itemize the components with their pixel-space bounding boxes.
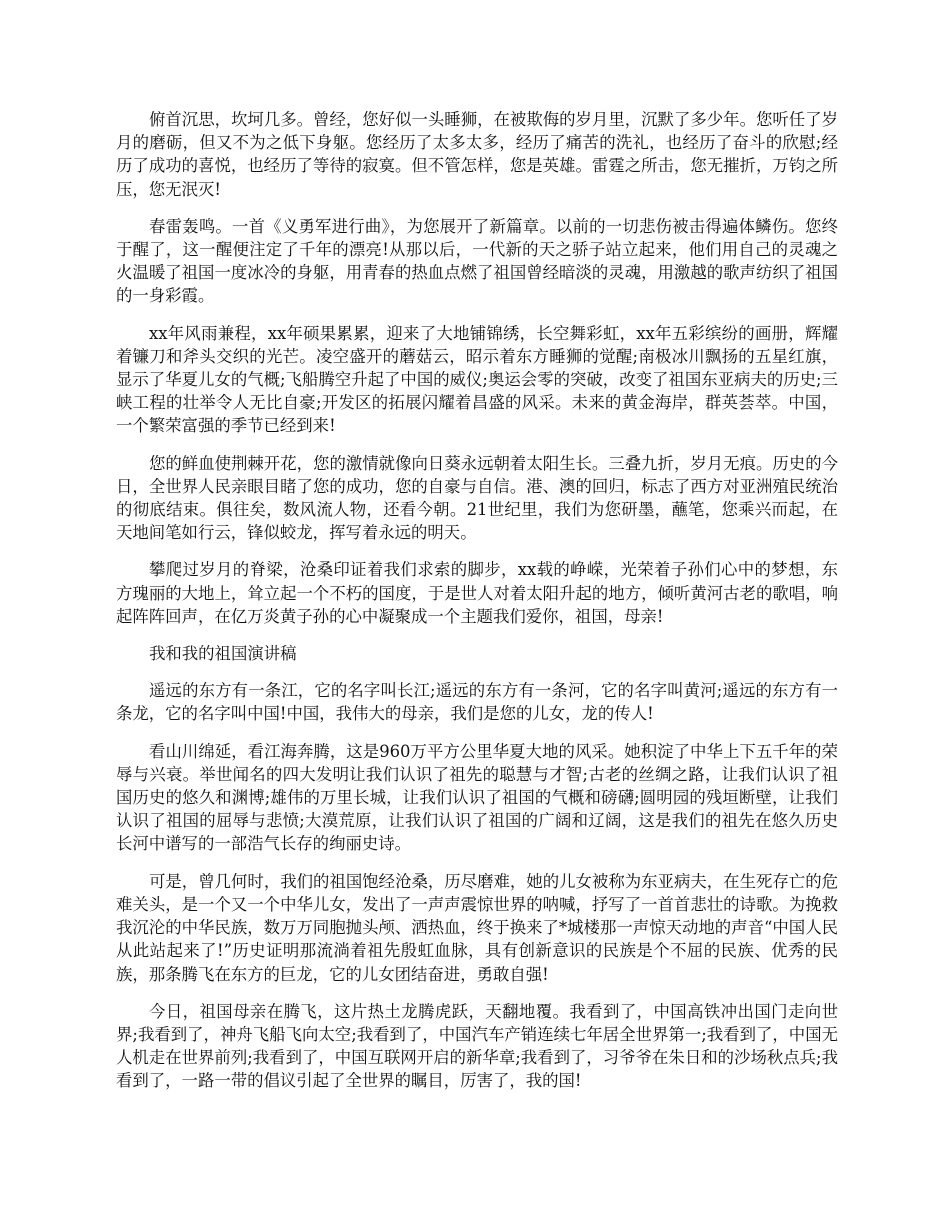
paragraph-7: 看山川绵延，看江海奔腾，这是960万平方公里华夏大地的风采。她积淀了中华上下五千年的荣辱与兴衰。举世闻名的四大发明让我们认识了祖先的聪慧与才智;古老的丝绸之路，让我们认识了祖国历史的悠久和渊博;雄伟的万里长城，让我们认识了祖国的气概和磅礴;圆明园的残垣断壁，让我们认识了祖国的屈辱与悲愤;大漠荒原，让我们认识了祖国的广阔和辽阔，这是我们的祖先在悠久历史长河中谱写的一部浩气长存的绚丽史诗。 bbox=[116, 741, 838, 854]
paragraph-2: 春雷轰鸣。一首《义勇军进行曲》，为您展开了新篇章。以前的一切悲伤被击得遍体鳞伤。您终于醒了，这一醒便注定了千年的漂亮!从那以后，一代新的天之骄子站立起来，他们用自己的灵魂之火温暖了祖国一度冰冷的身躯，用青春的热血点燃了祖国曾经暗淡的灵魂，用激越的歌声纺织了祖国的一身彩霞。 bbox=[116, 216, 838, 306]
paragraph-6: 遥远的东方有一条江，它的名字叫长江;遥远的东方有一条河，它的名字叫黄河;遥远的东方有一条龙，它的名字叫中国!中国，我伟大的母亲，我们是您的儿女，龙的传人! bbox=[116, 681, 838, 724]
paragraph-4: 您的鲜血使荆棘开花，您的激情就像向日葵永远朝着太阳生长。三叠九折，岁月无痕。历史的今日，全世界人民亲眼目睹了您的成功，您的自豪与自信。港、澳的回归，标志了西方对亚洲殖民统治的彻底结束。俱往矣，数风流人物，还看今朝。21世纪里，我们为您研墨，蘸笔，您乘兴而起，在天地间笔如行云，锋似蛟龙，挥写着永远的明天。 bbox=[116, 453, 838, 543]
paragraph-1: 俯首沉思，坎坷几多。曾经，您好似一头睡狮，在被欺侮的岁月里，沉默了多少年。您听任了岁月的磨砺，但又不为之低下身躯。您经历了太多太多，经历了痛苦的洗礼，也经历了奋斗的欣慰;经历了成功的喜悦，也经历了等待的寂寞。但不管怎样，您是英雄。雷霆之所击，您无摧折，万钧之所压，您无泯灭! bbox=[116, 110, 838, 199]
paragraph-9: 今日，祖国母亲在腾飞，这片热土龙腾虎跃，天翻地覆。我看到了，中国高铁冲出国门走向世界;我看到了，神舟飞船飞向太空;我看到了，中国汽车产销连续七年居全世界第一;我看到了，中国无人机走在世界前列;我看到了，中国互联网开启的新华章;我看到了，习爷爷在朱日和的沙场秋点兵;我看到了，一路一带的倡议引起了全世界的瞩目，厉害了，我的国! bbox=[116, 1001, 838, 1091]
paragraph-3: xx年风雨兼程，xx年硕果累累，迎来了大地铺锦绣，长空舞彩虹，xx年五彩缤纷的画册，辉耀着镰刀和斧头交织的光芒。凌空盛开的蘑菇云，昭示着东方睡狮的觉醒;南极冰川飘扬的五星红旗，显示了华夏儿女的气概;飞船腾空升起了中国的威仪;奥运会零的突破，改变了祖国东亚病夫的历史;三峡工程的壮举令人无比自豪;开发区的拓展闪耀着昌盛的风采。未来的黄金海岸，群英荟萃。中国，一个繁荣富强的季节已经到来! bbox=[116, 323, 838, 436]
paragraph-5: 攀爬过岁月的脊梁，沧桑印证着我们求索的脚步，xx载的峥嵘，光荣着子孙们心中的梦想，东方瑰丽的大地上，耸立起一个不朽的国度，于是世人对着太阳升起的地方，倾听黄河古老的歌唱，响起阵阵回声，在亿万炎黄子孙的心中凝聚成一个主题我们爱你，祖国，母亲! bbox=[116, 560, 838, 626]
section-title: 我和我的祖国演讲稿 bbox=[149, 644, 297, 664]
document-body bbox=[116, 108, 838, 1107]
paragraph-8: 可是，曾几何时，我们的祖国饱经沧桑，历尽磨难，她的儿女被称为东亚病夫，在生死存亡的危难关头，是一个又一个中华儿女，发出了一声声震惊世界的呐喊，抒写了一首首悲壮的诗歌。为挽救我沉沦的中华民族，数万万同胞抛头颅、洒热血，终于换来了*城楼那一声惊天动地的声音“中国人民从此站起来了!”历史证明那流淌着祖先殷虹血脉，具有创新意识的民族是个不屈的民族、优秀的民族，那条腾飞在东方的巨龙，它的儿女团结奋进，勇敢自强! bbox=[116, 871, 838, 984]
